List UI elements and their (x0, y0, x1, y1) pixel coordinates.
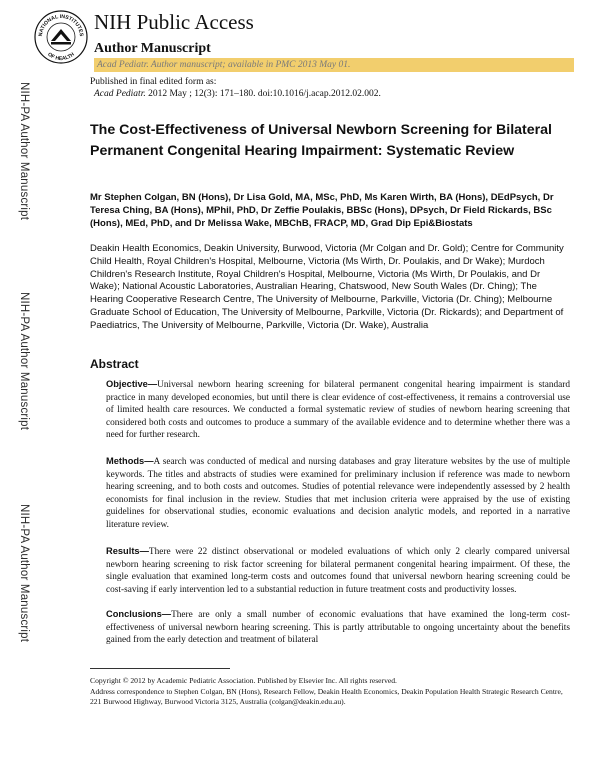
results-label: Results— (106, 546, 149, 556)
published-label: Published in final edited form as: (90, 77, 217, 87)
abstract-heading: Abstract (90, 357, 139, 371)
citation-details: 2012 May ; 12(3): 171–180. doi:10.1016/j.acap.2012.02.002. (145, 89, 381, 99)
author-list: Mr Stephen Colgan, BN (Hons), Dr Lisa Gold, MA, MSc, PhD, Ms Karen Wirth, BA (Hons), DEdPsych, Dr Teresa Ching, BA (Hons), MPhil, PhD, Dr Zeffie Poulakis, BBSc (Hons), DPsych, Dr Field Rickards, BSc (Hons), MEd, PhD, and Dr Melissa Wake, MBChB, FRACP, MD, Grad Dip Epi&Biostats (90, 192, 554, 229)
objective-label: Objective— (106, 379, 158, 389)
conclusions-label: Conclusions— (106, 609, 172, 619)
abstract-objective (106, 378, 570, 442)
citation (94, 88, 381, 100)
side-watermark: NIH-PA Author Manuscript (18, 504, 30, 643)
correspondence-address: Address correspondence to Stephen Colgan, BN (Hons), Research Fellow, Deakin Health Economics, Deakin Population Health Strategic Research Centre, 221 Burwood Highway, Burwood Victoria 3125, Australia (colgan@deakin.edu.au). (90, 687, 563, 706)
conclusions-text: There are only a small number of economic evaluations that have examined the long-term cost-effectiveness of universal newborn hearing screening. This is partly attributable to ongoing uncertainty about the benefits gained from the early detection and treatment of bilateral (106, 610, 570, 646)
author-manuscript-label: Author Manuscript (94, 41, 211, 56)
logo-text-top: NATIONAL INSTITUTES (37, 13, 85, 37)
side-watermark: NIH-PA Author Manuscript (18, 292, 30, 431)
methods-text: A search was conducted of medical and nursing databases and gray literature websites by the use of multiple keywords. The titles and abstracts of studies were examined for preliminary inclusion if reference was made to newborn hearing screening, and to both costs and outcomes. Studies of potential relevance were independently assessed by 2 health economists for final inclusion in the review. Studies that met inclusion criteria were appraised by the use of existing guidelines for observational studies, economic evaluations and decision analytic models, and reported in a narrative literature review. (106, 457, 570, 530)
nih-logo (34, 10, 88, 64)
results-text: There were 22 distinct observational or modeled evaluations of which only 2 clearly compared universal newborn hearing screening to risk factor screening for bilateral permanent congenital hearing impairment. Of these, the single evaluation that examined long-term costs and outcomes found that universal newborn hearing screening could be cost-saving if early intervention led to a substantial reduction in future treatment costs and productivity losses. (106, 547, 570, 595)
journal-availability-note: Acad Pediatr. Author manuscript; available in PMC 2013 May 01. (97, 60, 351, 70)
side-watermark: NIH-PA Author Manuscript (18, 82, 30, 221)
affiliations: Deakin Health Economics, Deakin University, Burwood, Victoria (Mr Colgan and Dr. Gold); Centre for Community Child Health, Royal Children's Hospital, Melbourne, Victoria (Ms Wirth, Dr. Poulakis, and Dr Wake); Murdoch Children's Research Institute, Royal Children's Hospital, Melbourne, Victoria (Ms Wirth, Dr Poulakis, and Dr Wake); National Acoustic Laboratories, Australian Hearing, Chatswood, New South Wales (Dr. Ching); The Hearing Cooperative Research Centre, The University of Melbourne, Parkville, Victoria (Dr. Ching); Melbourne Graduate School of Education, The University of Melbourne, Parkville, Victoria (Dr. Rickards); and Department of Paediatrics, The University of Melbourne, Parkville, Victoria (Dr. Wake), Australia (90, 243, 564, 331)
nih-public-access-title: NIH Public Access (94, 10, 254, 34)
abstract-results (106, 545, 570, 596)
abstract-methods (106, 455, 570, 532)
copyright-notice: Copyright © 2012 by Academic Pediatric Association. Published by Elsevier Inc. All rights reserved. (90, 676, 397, 685)
footnote-divider (90, 668, 230, 669)
abstract-conclusions (106, 608, 570, 647)
journal-availability-bar (94, 58, 574, 72)
objective-text: Universal newborn hearing screening for bilateral permanent congenital hearing impairment is standard practice in many developed economies, but until there is clear evidence of cost-effectiveness, it remains a controversial use of limited health care resources. We conducted a formal systematic review of studies of newborn hearing screening that considered both costs and outcomes to produce a summary of the available evidence and to determine whether there was a need for further research. (106, 380, 570, 441)
article-title: The Cost-Effectiveness of Universal Newborn Screening for Bilateral Permanent Congenital Hearing Impairment: Systematic Review (90, 122, 553, 159)
citation-journal: Acad Pediatr. (94, 89, 146, 99)
methods-label: Methods— (106, 456, 154, 466)
logo-text-bottom: OF HEALTH (46, 51, 76, 63)
